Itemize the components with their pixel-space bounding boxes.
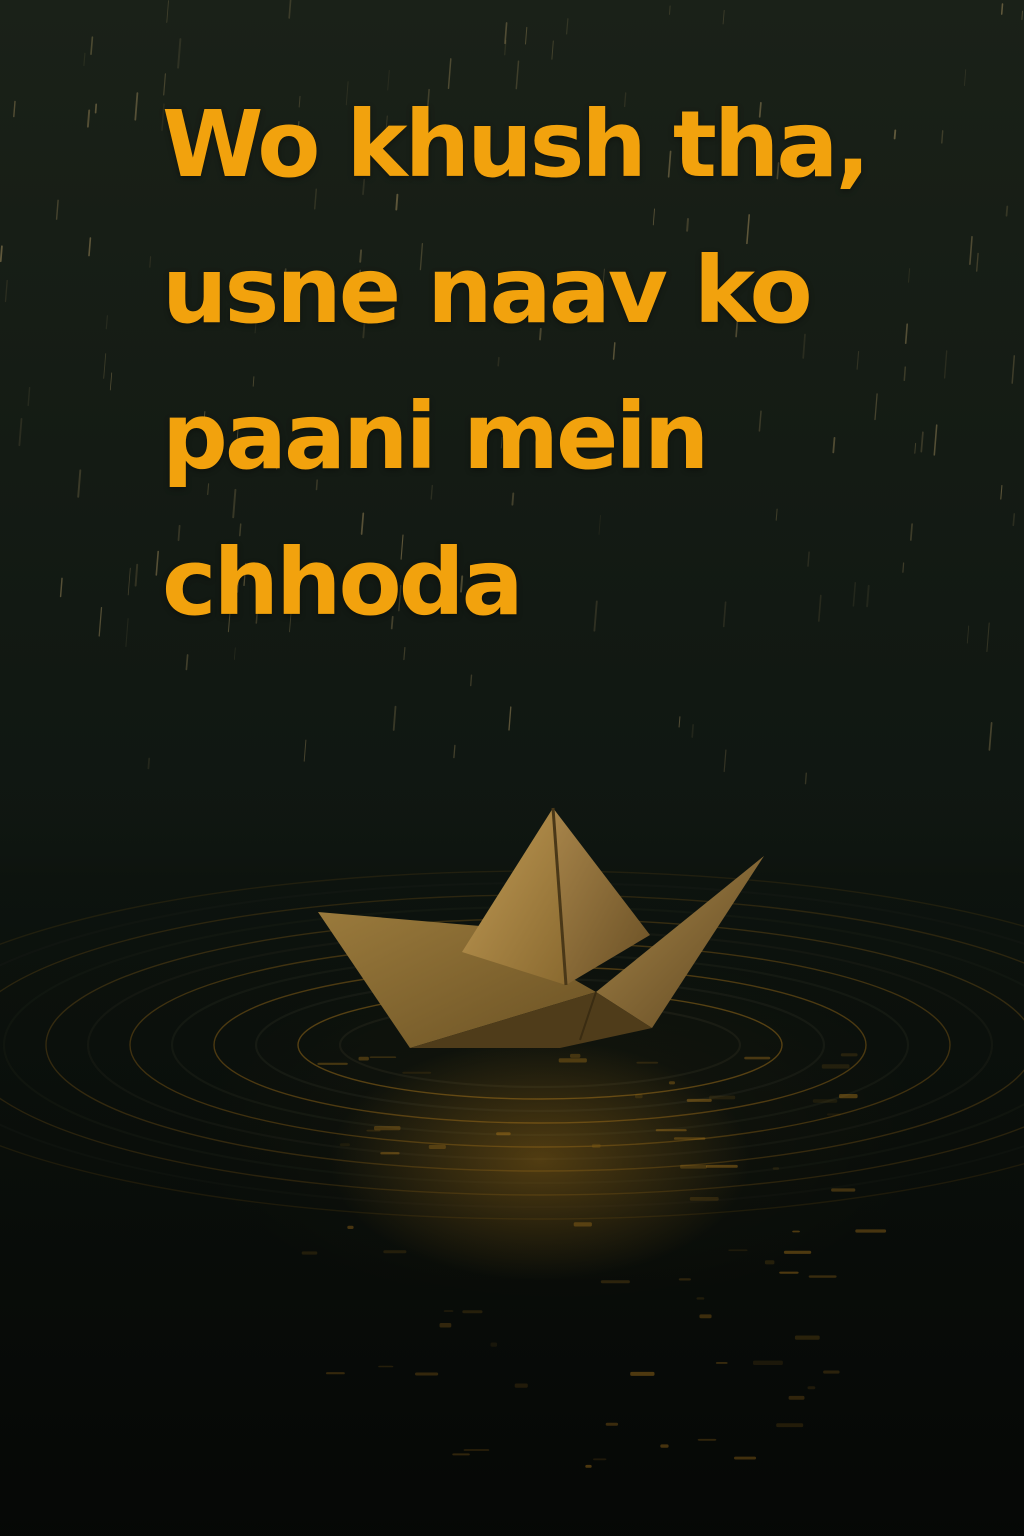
poem-caption: Wo khush tha, usne naav ko paani mein chhoda <box>162 91 868 636</box>
boat-sail-right <box>553 808 650 985</box>
